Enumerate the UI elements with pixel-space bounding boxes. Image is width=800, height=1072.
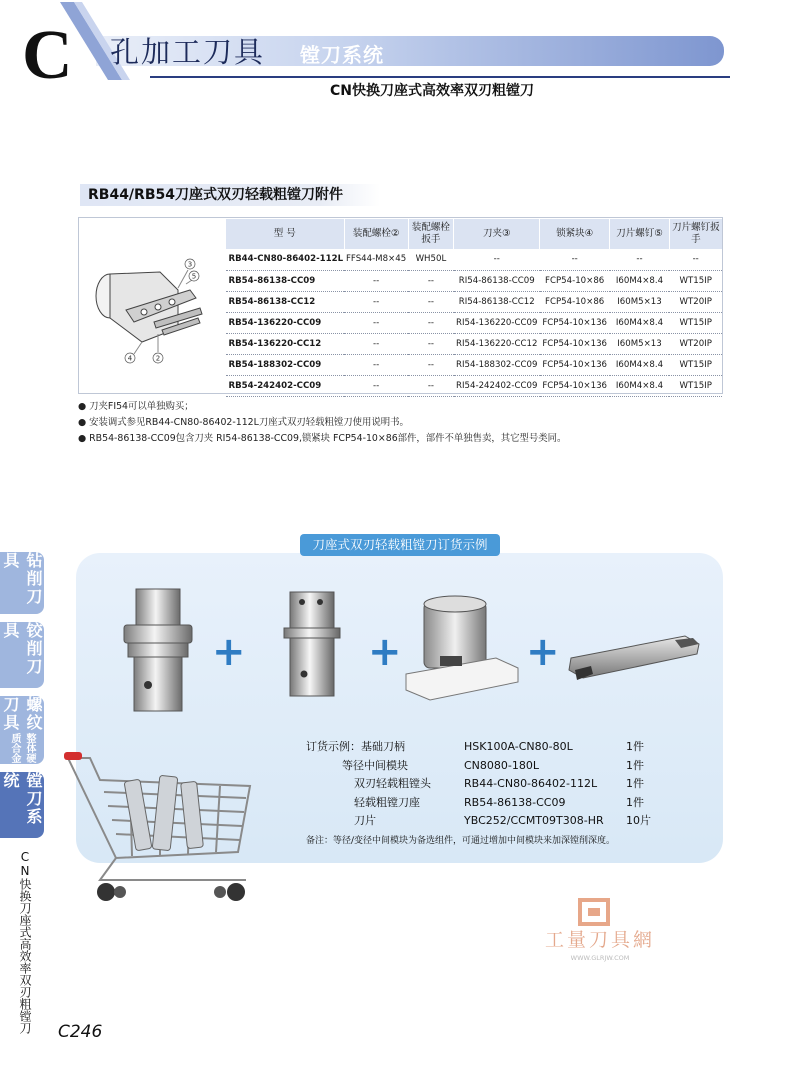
table-row	[226, 375, 723, 396]
table-cell: --	[408, 375, 454, 396]
table-cell: --	[344, 312, 408, 333]
accessory-table	[225, 219, 722, 397]
order-item-qty: 1件	[626, 758, 644, 772]
table-cell: --	[344, 270, 408, 291]
col-bolt: 装配螺栓②	[344, 219, 408, 249]
table-cell: RI54-86138-CC12	[454, 291, 540, 312]
order-item-qty: 10片	[626, 814, 651, 828]
table-cell: RI54-242402-CC09	[454, 375, 540, 396]
order-item-name: 基础刀柄	[361, 740, 405, 753]
section-name: 镗刀系统	[300, 43, 384, 67]
watermark-url: WWW.GLRJW.COM	[570, 954, 630, 962]
table-cell: --	[344, 375, 408, 396]
order-item-qty: 1件	[626, 777, 644, 791]
chapter-letter: C	[22, 17, 73, 94]
table-cell: --	[610, 249, 670, 270]
page-number: C246	[58, 1022, 103, 1042]
watermark-text: 工量刀具網	[544, 929, 656, 951]
table-cell: RI54-136220-CC12	[454, 333, 540, 354]
table-row	[226, 333, 723, 354]
table-row	[226, 354, 723, 375]
shopping-cart-icon	[60, 740, 256, 908]
plus-icon: +	[368, 629, 402, 675]
order-example-title: 刀座式双刃轻载粗镗刀订货示例	[300, 534, 500, 556]
col-model: 型 号	[226, 219, 345, 249]
table-row	[226, 270, 723, 291]
table-cell: WT15IP	[669, 375, 722, 396]
table-cell: --	[408, 312, 454, 333]
tab-boring[interactable]: 镗刀系统	[0, 772, 44, 838]
table-cell: I60M4×8.4	[610, 354, 670, 375]
notes-list	[78, 399, 566, 447]
header-rule	[150, 76, 730, 78]
table-cell: WT20IP	[669, 291, 722, 312]
plus-icon: +	[526, 629, 560, 675]
table-cell: --	[344, 354, 408, 375]
order-item-name: 轻载粗镗刀座	[354, 795, 420, 809]
order-note: 备注：等径/变径中间模块为备选组件，可通过增加中间模块来加深镗削深度。	[306, 835, 616, 846]
table-cell: --	[408, 291, 454, 312]
order-item-name: 等径中间模块	[342, 758, 408, 772]
order-item-code: HSK100A-CN80-80L	[464, 740, 573, 753]
table-cell: RI54-86138-CC09	[454, 270, 540, 291]
table-cell: I60M4×8.4	[610, 375, 670, 396]
table-cell: FCP54-10×136	[540, 333, 610, 354]
callout-4: 4	[127, 354, 133, 363]
order-row	[306, 794, 644, 813]
page-title: 孔加工刀具	[110, 35, 266, 69]
intermediate-module-image	[280, 588, 344, 700]
order-item-code: CN8080-180L	[464, 758, 539, 772]
callout-5: 5	[191, 272, 197, 281]
order-item-name: 双刃轻载粗镗头	[354, 777, 431, 791]
tab-threading[interactable]	[0, 696, 44, 764]
note-item: ● RB54-86138-CC09包含刀夹 RI54-86138-CC09,锁紧块 FCP54-10×86部件，部件不单独售卖，其它型号类同。	[78, 433, 567, 444]
table-cell: WH50L	[408, 249, 454, 270]
col-screw-wrench: 刀片螺钉扳手	[669, 219, 722, 249]
table-cell: RB44-CN80-86402-112L	[226, 249, 345, 270]
table-cell: FCP54-10×86	[540, 291, 610, 312]
col-insert-screw: 刀片螺钉⑤	[610, 219, 670, 249]
table-cell: RI54-136220-CC09	[454, 312, 540, 333]
note-item: ● 刀夹FI54可以单独购买；	[78, 401, 194, 412]
col-clamp-block: 锁紧块④	[540, 219, 610, 249]
table-cell: I60M5×13	[610, 333, 670, 354]
table-cell: --	[454, 249, 540, 270]
table-cell: --	[540, 249, 610, 270]
boring-head-illustration	[82, 250, 212, 370]
table-cell: WT15IP	[669, 312, 722, 333]
table-cell: WT20IP	[669, 333, 722, 354]
table-cell: WT15IP	[669, 354, 722, 375]
side-product-line: CN快换刀座式高效率双刃粗镗刀	[18, 850, 32, 1034]
tab-reaming[interactable]: 铰削刀具	[0, 622, 44, 688]
base-holder-image	[118, 585, 198, 715]
table-cell: RB54-242402-CC09	[226, 375, 345, 396]
table-cell: FFS44-M8×45	[344, 249, 408, 270]
accessories-section-title: RB44/RB54刀座式双刃轻载粗镗刀附件	[80, 184, 380, 206]
order-example-list	[306, 738, 651, 851]
table-row	[226, 249, 723, 270]
table-row	[226, 291, 723, 312]
note-item: ● 安装调式参见RB44-CN80-86402-112L刀座式双刃轻载粗镗刀使用说明书。	[78, 417, 409, 428]
watermark-logo	[530, 898, 670, 970]
product-line-title: CN快换刀座式高效率双刃粗镗刀	[330, 83, 534, 99]
table-cell: I60M4×8.4	[610, 270, 670, 291]
table-cell: RB54-86138-CC09	[226, 270, 345, 291]
col-cartridge: 刀夹③	[454, 219, 540, 249]
table-cell: RB54-136220-CC12	[226, 333, 345, 354]
tab-threading-label: 螺纹刀具	[1, 696, 43, 732]
table-cell: FCP54-10×136	[540, 354, 610, 375]
table-cell: FCP54-10×136	[540, 312, 610, 333]
table-cell: --	[408, 270, 454, 291]
table-cell: WT15IP	[669, 270, 722, 291]
callout-3: 3	[187, 260, 193, 269]
cartridge-image	[565, 630, 705, 690]
table-cell: --	[408, 354, 454, 375]
table-cell: --	[408, 333, 454, 354]
table-cell: --	[344, 291, 408, 312]
order-item-qty: 1件	[626, 740, 644, 753]
table-cell: FCP54-10×136	[540, 375, 610, 396]
table-cell: I60M5×13	[610, 291, 670, 312]
order-item-code: YBC252/CCMT09T308-HR	[464, 814, 604, 828]
tab-drilling[interactable]: 钻削刀具	[0, 552, 44, 614]
table-cell: FCP54-10×86	[540, 270, 610, 291]
table-cell: --	[669, 249, 722, 270]
order-row	[306, 757, 644, 776]
order-row	[306, 775, 644, 794]
table-cell: RI54-188302-CC09	[454, 354, 540, 375]
col-bolt-wrench: 装配螺栓扳手	[408, 219, 454, 249]
order-prefix: 订货示例：	[306, 740, 361, 753]
order-item-code: RB44-CN80-86402-112L	[464, 777, 598, 791]
order-item-qty: 1件	[626, 795, 644, 809]
order-row	[306, 738, 644, 757]
boring-head-image	[400, 590, 522, 710]
table-cell: --	[344, 333, 408, 354]
table-cell: I60M4×8.4	[610, 312, 670, 333]
table-cell: RB54-136220-CC09	[226, 312, 345, 333]
order-item-code: RB54-86138-CC09	[464, 795, 566, 809]
table-header-row	[226, 219, 723, 249]
table-cell: RB54-86138-CC12	[226, 291, 345, 312]
order-item-name: 刀片	[354, 814, 376, 828]
table-row	[226, 312, 723, 333]
table-cell: RB54-188302-CC09	[226, 354, 345, 375]
callout-2: 2	[155, 354, 161, 363]
plus-icon: +	[212, 629, 246, 675]
tab-threading-sub: 整体硬质合金	[9, 733, 35, 764]
order-row	[306, 812, 651, 831]
